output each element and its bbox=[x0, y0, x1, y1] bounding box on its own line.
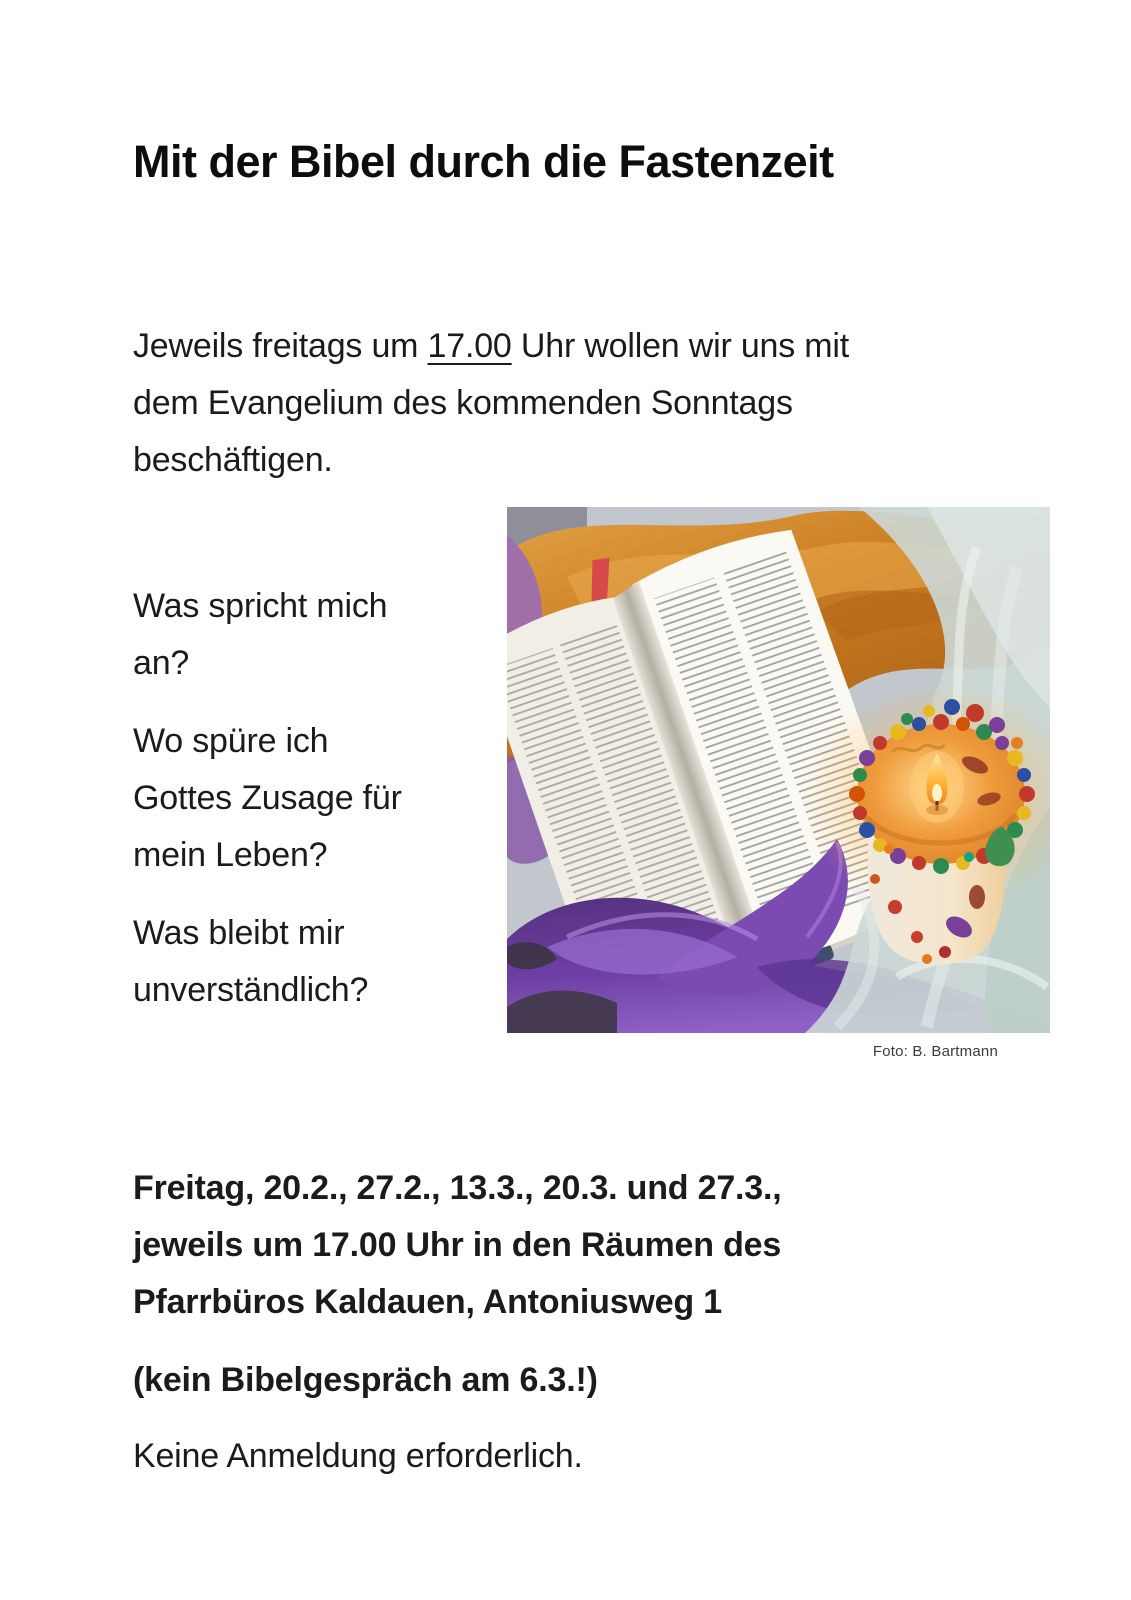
question-2 bbox=[133, 713, 402, 884]
bible-candle-photo bbox=[507, 507, 1050, 1033]
event-line-1: Freitag, 20.2., 27.2., 13.3., 20.3. und 27.3., bbox=[133, 1169, 782, 1207]
event-line-3: Pfarrbüros Kaldauen, Antoniusweg 1 bbox=[133, 1283, 722, 1321]
question-1-line-1: Was spricht mich bbox=[133, 587, 388, 625]
bible-candle-illustration bbox=[507, 507, 1050, 1033]
question-2-line-2: Gottes Zusage für bbox=[133, 779, 402, 817]
question-3 bbox=[133, 905, 402, 1019]
question-3-line-2: unverständlich? bbox=[133, 971, 369, 1009]
question-1-line-2: an? bbox=[133, 644, 190, 682]
intro-line-1-after: Uhr wollen wir uns mit bbox=[511, 327, 850, 365]
page-title: Mit der Bibel durch die Fastenzeit bbox=[133, 136, 834, 187]
intro-paragraph bbox=[133, 318, 849, 489]
questions-block bbox=[133, 578, 402, 1040]
registration-info: Keine Anmeldung erforderlich. bbox=[133, 1437, 583, 1475]
no-session-note: (kein Bibelgespräch am 6.3.!) bbox=[133, 1361, 598, 1399]
event-details bbox=[133, 1160, 781, 1331]
event-line-2: jeweils um 17.00 Uhr in den Räumen des bbox=[133, 1226, 782, 1264]
question-3-line-1: Was bleibt mir bbox=[133, 914, 345, 952]
intro-line-3: beschäftigen. bbox=[133, 441, 333, 479]
photo-credit: Foto: B. Bartmann bbox=[872, 1043, 998, 1060]
question-2-line-1: Wo spüre ich bbox=[133, 722, 329, 760]
candle-flame bbox=[910, 751, 964, 823]
intro-line-2: dem Evangelium des kommenden Sonntags bbox=[133, 384, 793, 422]
question-1 bbox=[133, 578, 402, 692]
question-2-line-3: mein Leben? bbox=[133, 836, 328, 874]
intro-line-1 bbox=[133, 318, 849, 375]
time-underlined: 17.00 bbox=[427, 327, 512, 365]
intro-line-1-before: Jeweils freitags um bbox=[133, 327, 428, 365]
